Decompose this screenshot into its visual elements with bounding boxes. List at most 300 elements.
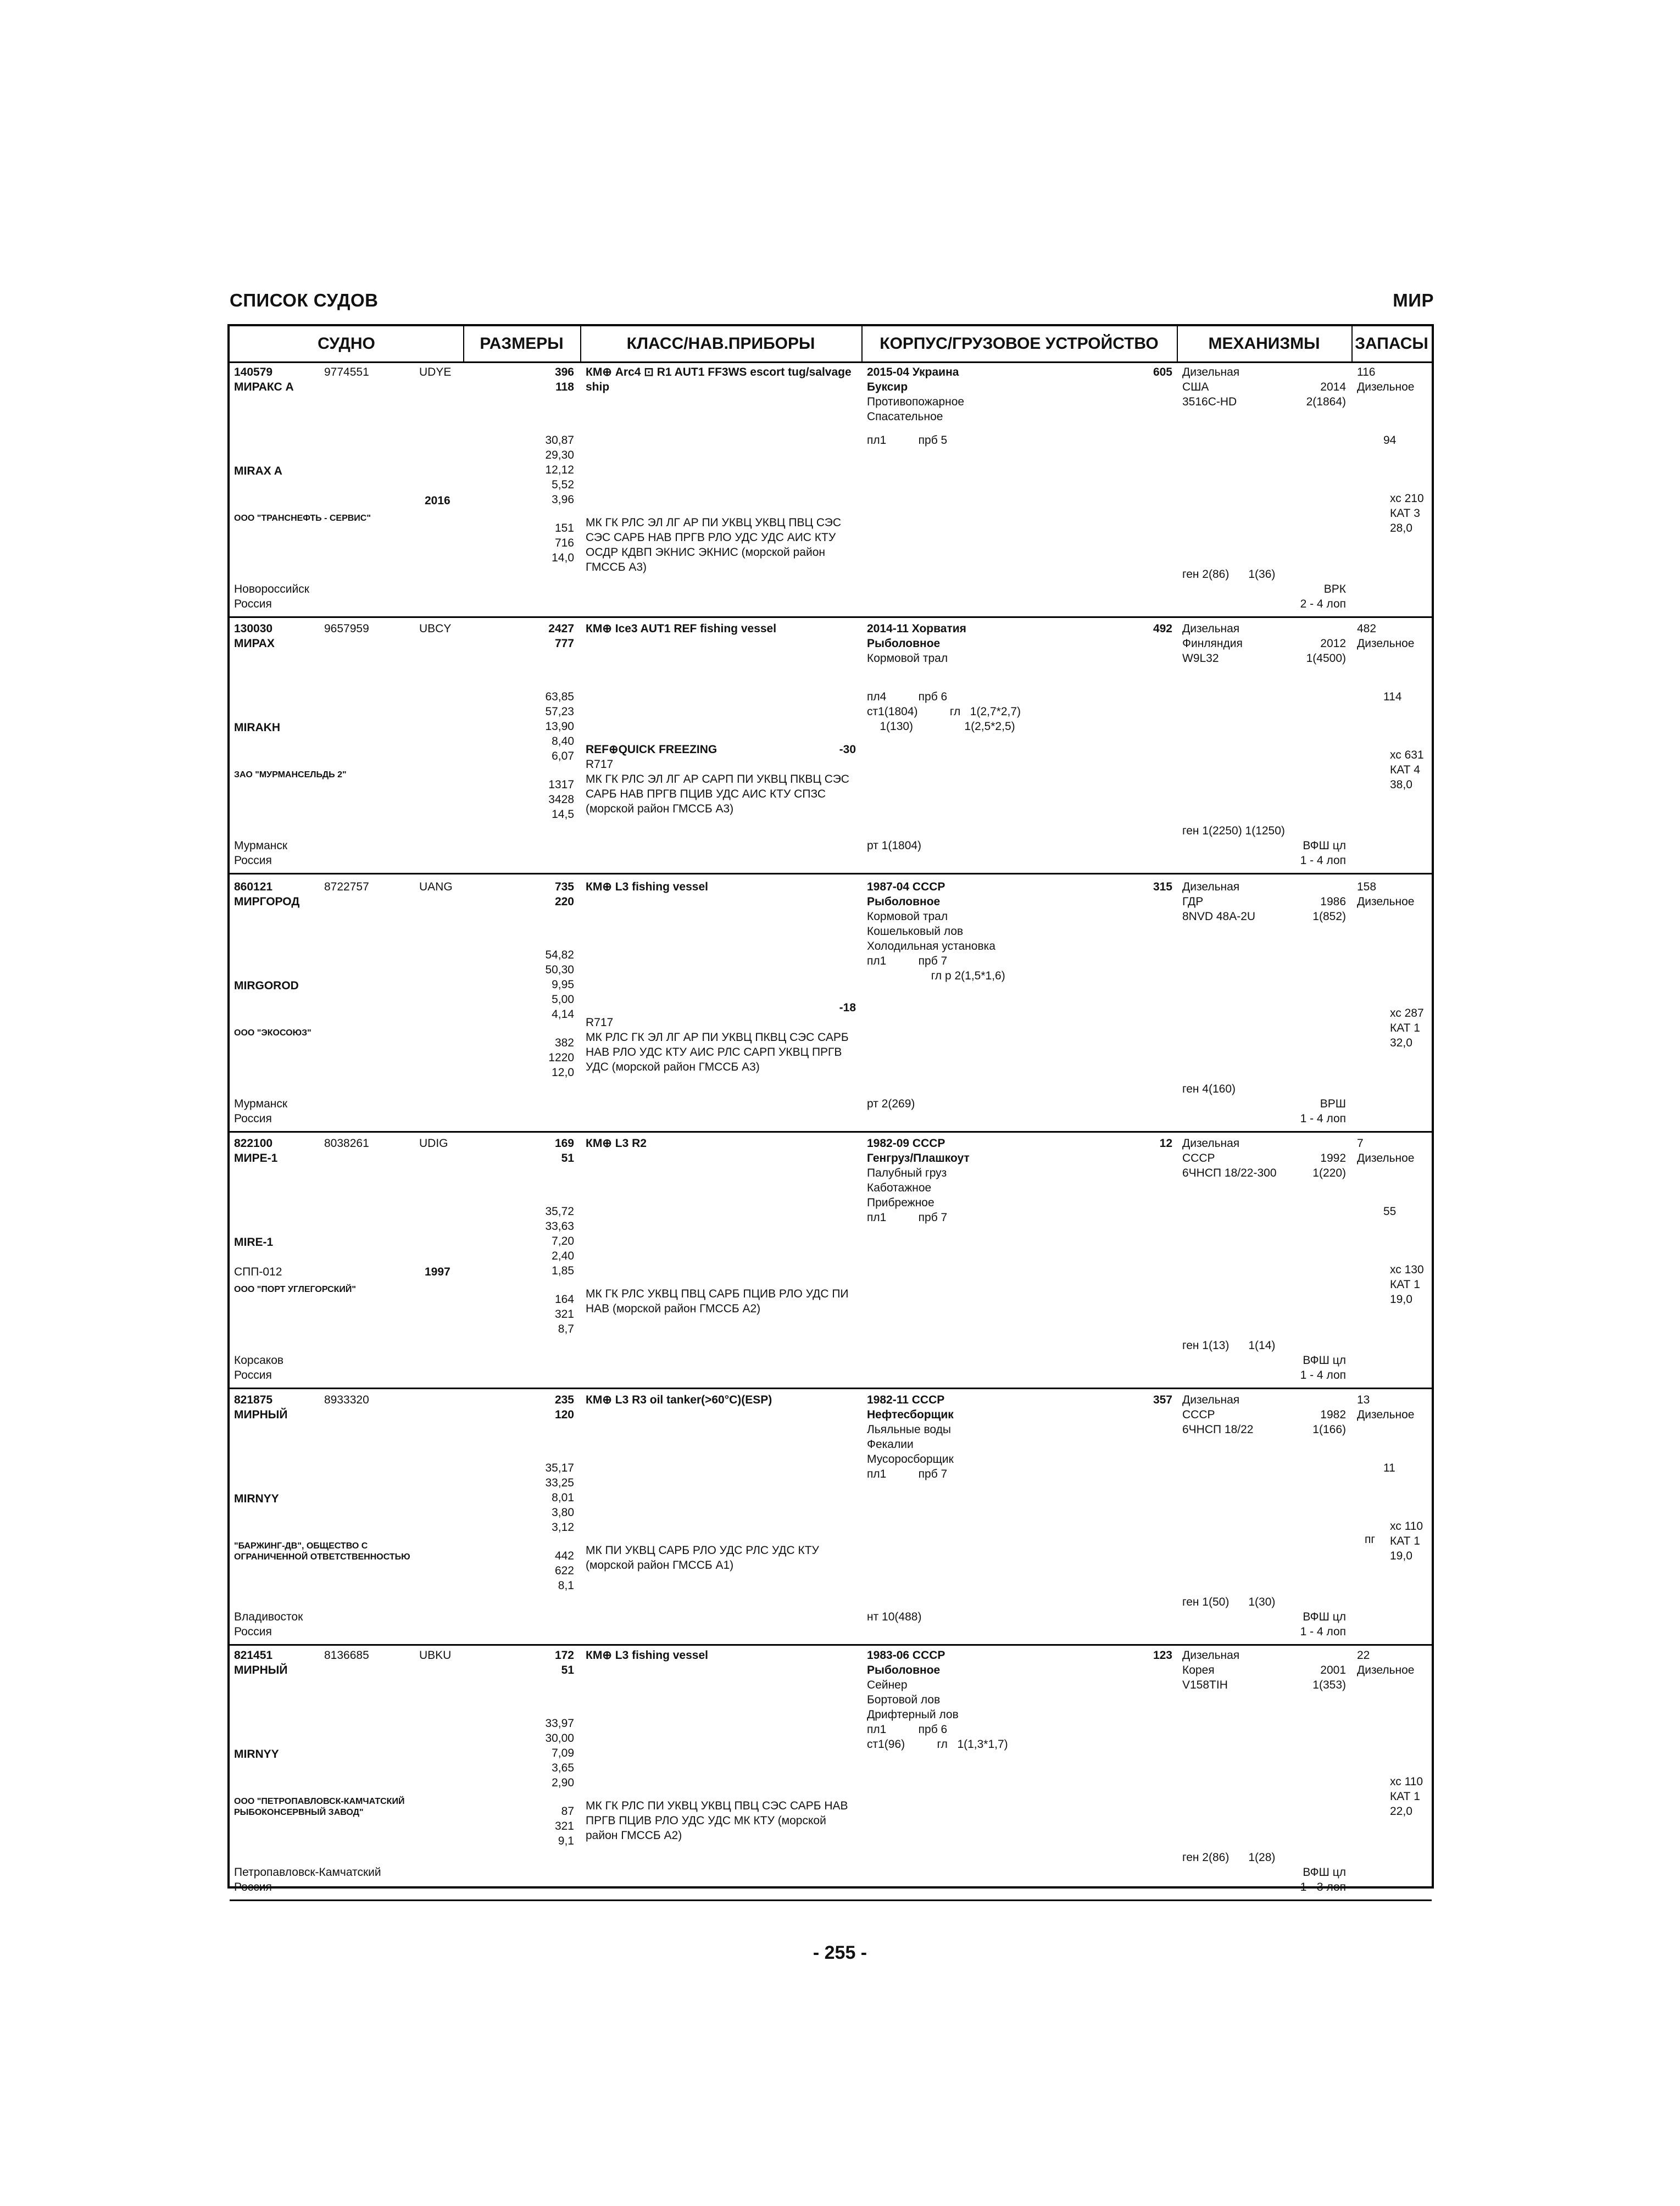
reg-number: 130030 — [234, 622, 273, 635]
dimension-value: 8,40 — [552, 735, 574, 748]
deck-info — [867, 433, 947, 448]
deck-line: пл1 прб 7 — [867, 1468, 948, 1480]
speed: 32,0 — [1390, 1037, 1412, 1049]
nav-equipment: МК ГК РЛС ПИ УКВЦ УКВЦ ПВЦ СЭС САРБ НАВ ПРГВ ПЦИВ РЛО УДС УДС МК КТУ (морской район ГМССБ А2) — [586, 1800, 848, 1842]
ship-name: МИРАКС А — [234, 381, 294, 393]
hull-gross: 492 — [1153, 622, 1172, 635]
call-sign: UBKU — [419, 1649, 452, 1662]
engine-country: СССР — [1182, 1408, 1215, 1421]
category: КАТ 1 — [1390, 1790, 1420, 1803]
hull-line: Мусоросборщик — [867, 1453, 954, 1466]
engine-power: 1(353) — [1312, 1679, 1346, 1691]
dimensions-list — [471, 1716, 574, 1790]
dimension-value: 57,23 — [545, 705, 574, 718]
capacity-value: 9,1 — [558, 1835, 574, 1847]
call-sign: UBCY — [419, 622, 452, 635]
gross-tonnage: 2427 — [548, 622, 574, 635]
dimension-value: 35,17 — [545, 1462, 574, 1474]
nav-equipment: МК ГК РЛС УКВЦ ПВЦ САРБ ПЦИВ РЛО УДС ПИ НАВ (морской район ГМССБ А2) — [586, 1288, 849, 1315]
ship-name-latin: MIRE-1 — [234, 1236, 274, 1249]
hull-line: Льяльные воды — [867, 1423, 951, 1436]
generators: ген 1(50) 1(30) — [1182, 1596, 1276, 1608]
fuel-type: Дизельное — [1357, 637, 1415, 650]
dimension-value: 33,97 — [545, 1717, 574, 1730]
table-row — [230, 1389, 1432, 1646]
build-year: 2016 — [425, 494, 450, 507]
engine-country: США — [1182, 381, 1209, 393]
propeller: ВФШ цл — [1303, 1354, 1346, 1367]
propeller: ВФШ цл — [1303, 1611, 1346, 1623]
hold-volume: нт 10(488) — [867, 1611, 922, 1623]
category: КАТ 1 — [1390, 1278, 1420, 1291]
hull-line: Рыболовное — [867, 637, 941, 650]
dimension-value: 3,80 — [552, 1506, 574, 1519]
engine-power: 1(166) — [1312, 1423, 1346, 1436]
engine-type: Дизельная — [1182, 366, 1240, 378]
capacity-value: 1317 — [548, 778, 574, 791]
net-tonnage: 51 — [561, 1152, 574, 1165]
dimension-value: 5,00 — [552, 993, 574, 1006]
engine-power: 1(220) — [1312, 1167, 1346, 1179]
imo-number: 8722757 — [324, 881, 369, 893]
col-hull: КОРПУС/ГРУЗОВОЕ УСТРОЙСТВО — [880, 335, 1159, 353]
fuel-type: Дизельное — [1357, 1664, 1415, 1676]
dimension-value: 33,63 — [545, 1220, 574, 1233]
dimension-value: 3,96 — [552, 493, 574, 506]
gross-tonnage: 735 — [554, 881, 574, 893]
hull-gross: 605 — [1153, 366, 1172, 378]
dimension-value: 8,01 — [552, 1491, 574, 1504]
capacity-value: 622 — [554, 1564, 574, 1577]
reg-number: 822100 — [234, 1137, 273, 1150]
cargo-class: хс 130 — [1390, 1263, 1424, 1276]
ship-name: МИРНЫЙ — [234, 1408, 288, 1421]
country: Россия — [234, 854, 272, 867]
hull-line: Дрифтерный лов — [867, 1708, 959, 1721]
page-title: СПИСОК СУДОВ — [230, 290, 379, 310]
speed: 19,0 — [1390, 1293, 1412, 1306]
country: Россия — [234, 1112, 272, 1125]
engine-model: 8NVD 48A-2U — [1182, 910, 1256, 923]
class-notation: КМ⊕ L3 R2 — [586, 1137, 647, 1150]
engine-country: ГДР — [1182, 895, 1204, 908]
fuel-type: Дизельное — [1357, 895, 1415, 908]
hull-info — [867, 1392, 954, 1467]
nav-equipment: МК ПИ УКВЦ САРБ РЛО УДС РЛС УДС КТУ (морской район ГМССБ А1) — [586, 1544, 819, 1572]
imo-number: 8933320 — [324, 1394, 369, 1406]
hull-line: Кошельковый лов — [867, 925, 964, 938]
refrigeration: REF⊕QUICK FREEZING — [586, 743, 717, 756]
engine-power: 1(4500) — [1306, 652, 1346, 665]
water-stores: 11 — [1383, 1462, 1395, 1474]
generators: ген 2(86) 1(28) — [1182, 1851, 1276, 1864]
nav-equipment: МК РЛС ГК ЭЛ ЛГ АР ПИ УКВЦ ПКВЦ СЭС САРБ НАВ РЛО УДС КТУ АИС РЛС САРП УКВЦ ПРГВ УДС (морской район ГМССБ А3) — [586, 1031, 849, 1073]
engine-year: 1986 — [1320, 895, 1346, 908]
speed: 22,0 — [1390, 1805, 1412, 1818]
deck-line: ст1(1804) гл 1(2,7*2,7) — [867, 705, 1021, 718]
cargo-class: хс 287 — [1390, 1007, 1424, 1020]
reg-number: 140579 — [234, 366, 273, 378]
propeller-blades: 1 - 4 лоп — [1300, 1112, 1346, 1125]
col-dimensions: РАЗМЕРЫ — [480, 335, 564, 353]
capacity-value: 164 — [554, 1293, 574, 1306]
country: Россия — [234, 1625, 272, 1638]
water-stores: 55 — [1383, 1205, 1397, 1218]
dimensions-list — [471, 689, 574, 764]
fuel-amount: 13 — [1357, 1394, 1370, 1406]
net-tonnage: 220 — [554, 895, 574, 908]
home-port: Новороссийск — [234, 583, 309, 595]
ship-name: МИРГОРОД — [234, 895, 300, 908]
deck-line: пл1 прб 5 — [867, 434, 948, 447]
ship-name-latin: MIRGOROD — [234, 979, 299, 992]
shipyard: СПП-012 — [234, 1266, 282, 1278]
cargo-class: хс 110 — [1390, 1775, 1423, 1788]
deck-line: 1(130) 1(2,5*2,5) — [867, 720, 1015, 733]
hull-line: 1983-06 СССР — [867, 1649, 945, 1662]
hold-volume: рт 1(1804) — [867, 839, 922, 852]
refrigerant: R717 — [586, 758, 614, 771]
refrigerant: R717 — [586, 1016, 614, 1029]
deadweight-list — [471, 1548, 574, 1593]
dimension-value: 30,00 — [545, 1732, 574, 1745]
col-machinery: МЕХАНИЗМЫ — [1208, 335, 1320, 353]
dimension-value: 7,20 — [552, 1235, 574, 1247]
propeller: ВФШ цл — [1303, 839, 1346, 852]
fuel-amount: 482 — [1357, 622, 1377, 635]
deck-line: пл1 прб 7 — [867, 955, 948, 967]
dimension-value: 5,52 — [552, 478, 574, 491]
col-stores: ЗАПАСЫ — [1355, 335, 1428, 353]
hold-volume: рт 2(269) — [867, 1098, 915, 1110]
ship-name: МИРЕ-1 — [234, 1152, 278, 1165]
country: Россия — [234, 598, 272, 610]
engine-model: V158TIH — [1182, 1679, 1228, 1691]
dimension-value: 54,82 — [545, 949, 574, 961]
hull-info — [867, 1648, 959, 1722]
capacity-value: 14,5 — [552, 808, 574, 821]
dimension-value: 12,12 — [545, 464, 574, 476]
dimension-value: 33,25 — [545, 1477, 574, 1489]
fuel-type: Дизельное — [1357, 1152, 1415, 1165]
reg-number: 821451 — [234, 1649, 273, 1662]
ship-name-latin: MIRAKH — [234, 721, 280, 734]
dimension-value: 3,65 — [552, 1762, 574, 1774]
speed: 38,0 — [1390, 778, 1412, 791]
dimension-value: 30,87 — [545, 434, 574, 447]
category: КАТ 1 — [1390, 1535, 1420, 1547]
imo-number: 8136685 — [324, 1649, 369, 1662]
table-row — [230, 361, 1432, 618]
owner: ООО "ЭКОСОЮЗ" — [234, 1028, 311, 1038]
engine-type: Дизельная — [1182, 622, 1240, 635]
column-divider — [580, 361, 581, 1886]
deadweight-list — [471, 1292, 574, 1336]
deck-info — [867, 689, 1021, 734]
home-port: Владивосток — [234, 1611, 303, 1623]
engine-year: 2012 — [1320, 637, 1346, 650]
deck-line: ст1(96) гл 1(1,3*1,7) — [867, 1738, 1008, 1751]
hull-line: Кормовой трал — [867, 652, 948, 665]
class-notation: КМ⊕ L3 fishing vessel — [586, 881, 708, 893]
capacity-value: 8,1 — [558, 1579, 574, 1592]
engine-power: 1(852) — [1312, 910, 1346, 923]
hull-gross: 315 — [1153, 881, 1172, 893]
imo-number: 9657959 — [324, 622, 369, 635]
propeller: ВФШ цл — [1303, 1866, 1346, 1879]
hull-info — [867, 1136, 970, 1210]
hull-line: Фекалии — [867, 1438, 914, 1451]
hull-line: Рыболовное — [867, 1664, 941, 1676]
imo-number: 9774551 — [324, 366, 369, 378]
engine-type: Дизельная — [1182, 1394, 1240, 1406]
dimension-value: 1,85 — [552, 1264, 574, 1277]
engine-type: Дизельная — [1182, 881, 1240, 893]
deck-info — [867, 1210, 947, 1225]
gross-tonnage: 169 — [554, 1137, 574, 1150]
country: Россия — [234, 1881, 272, 1893]
hull-line: Спасательное — [867, 410, 943, 423]
hull-line: Буксир — [867, 381, 908, 393]
hull-line: 2015-04 Украина — [867, 366, 959, 378]
capacity-value: 321 — [554, 1308, 574, 1321]
hull-line: Палубный груз — [867, 1167, 947, 1179]
reg-number: 860121 — [234, 881, 273, 893]
net-tonnage: 118 — [555, 381, 574, 393]
table-row — [230, 1133, 1432, 1389]
capacity-value: 14,0 — [552, 552, 574, 564]
propeller-blades: 1 - 4 лоп — [1300, 1625, 1346, 1638]
dimension-value: 3,12 — [552, 1521, 574, 1534]
water-stores: 114 — [1383, 690, 1402, 703]
dimension-value: 2,40 — [552, 1250, 574, 1262]
fuel-amount: 7 — [1357, 1137, 1364, 1150]
propeller-blades: 1 - 3 лоп — [1300, 1881, 1346, 1893]
deadweight-list — [471, 1804, 574, 1848]
dimension-value: 2,90 — [552, 1776, 574, 1789]
engine-type: Дизельная — [1182, 1649, 1240, 1662]
reg-number: 821875 — [234, 1394, 273, 1406]
capacity-value: 8,7 — [558, 1323, 574, 1335]
hull-line: 2014-11 Хорватия — [867, 622, 966, 635]
owner: ООО "ПЕТРОПАВЛОВСК-КАМЧАТСКИЙ РЫБОКОНСЕРВНЫЙ ЗАВОД" — [234, 1797, 405, 1817]
column-divider — [861, 361, 863, 1886]
owner: ООО "ТРАНСНЕФТЬ - СЕРВИС" — [234, 514, 371, 523]
engine-country: СССР — [1182, 1152, 1215, 1165]
cargo-class: хс 210 — [1390, 492, 1424, 505]
engine-power: 2(1864) — [1306, 395, 1346, 408]
capacity-value: 442 — [554, 1550, 574, 1562]
engine-model: 3516C-HD — [1182, 395, 1237, 408]
home-port: Корсаков — [234, 1354, 284, 1367]
gross-tonnage: 172 — [554, 1649, 574, 1662]
capacity-value: 12,0 — [552, 1066, 574, 1079]
deck-info — [867, 1467, 947, 1481]
hull-line: Противопожарное — [867, 395, 965, 408]
fuel-amount: 158 — [1357, 881, 1377, 893]
dimensions-list — [471, 433, 574, 507]
deadweight-list — [471, 1035, 574, 1080]
column-divider — [1351, 361, 1353, 1886]
water-stores: 94 — [1383, 434, 1397, 447]
generators: ген 1(13) 1(14) — [1182, 1339, 1276, 1352]
build-year: 1997 — [425, 1266, 450, 1278]
hull-info — [867, 365, 964, 424]
propeller-blades: 1 - 4 лоп — [1300, 854, 1346, 867]
capacity-value: 321 — [554, 1820, 574, 1832]
dimensions-list — [471, 1204, 574, 1278]
hull-line: Прибрежное — [867, 1196, 934, 1209]
cargo-class: хс 110 — [1390, 1520, 1423, 1533]
table-header — [230, 326, 1432, 363]
category: КАТ 3 — [1390, 507, 1420, 520]
ship-name-latin: MIRNYY — [234, 1492, 279, 1505]
country: Россия — [234, 1369, 272, 1381]
category: КАТ 4 — [1390, 764, 1420, 776]
ships-table — [227, 324, 1434, 1893]
page-section: МИР — [1393, 290, 1434, 310]
class-notation: КМ⊕ Arc4 ⊡ R1 AUT1 FF3WS escort tug/salvage ship — [586, 366, 852, 393]
dimension-value: 50,30 — [545, 963, 574, 976]
capacity-value: 151 — [554, 522, 574, 534]
cargo-class: хс 631 — [1390, 749, 1424, 761]
engine-model: 6ЧНСП 18/22 — [1182, 1423, 1254, 1436]
call-sign: UANG — [419, 881, 453, 893]
hull-line: Сейнер — [867, 1679, 908, 1691]
class-notation: КМ⊕ Ice3 AUT1 REF fishing vessel — [586, 622, 777, 635]
capacity-value: 3428 — [548, 793, 574, 806]
deck-info — [867, 954, 1005, 983]
table-row — [230, 876, 1432, 1133]
fuel-amount: 22 — [1357, 1649, 1370, 1662]
propeller-blades: 1 - 4 лоп — [1300, 1369, 1346, 1381]
refrigeration-temp: -18 — [839, 1001, 856, 1014]
deck-line: пл4 прб 6 — [867, 690, 948, 703]
dimension-value: 63,85 — [545, 690, 574, 703]
class-notation: КМ⊕ L3 fishing vessel — [586, 1649, 708, 1662]
dimension-value: 29,30 — [545, 449, 574, 461]
hull-line: 1982-11 СССР — [867, 1394, 945, 1406]
ship-name-latin: MIRNYY — [234, 1748, 279, 1761]
engine-country: Финляндия — [1182, 637, 1243, 650]
hull-gross: 123 — [1153, 1649, 1172, 1662]
home-port: Мурманск — [234, 839, 288, 852]
refrigeration-temp: -30 — [839, 743, 856, 756]
gross-tonnage: 396 — [554, 366, 574, 378]
net-tonnage: 120 — [554, 1408, 574, 1421]
net-tonnage: 51 — [561, 1664, 574, 1676]
deck-line: пл1 прб 7 — [867, 1211, 948, 1224]
capacity-value: 382 — [554, 1037, 574, 1049]
nav-equipment: МК ГК РЛС ЭЛ ЛГ АР САРП ПИ УКВЦ ПКВЦ СЭС САРБ НАВ ПРГВ ПЦИВ УДС АИС КТУ СПЗС (морской район ГМССБ А3) — [586, 773, 849, 815]
hull-line: Генгруз/Плашкоут — [867, 1152, 970, 1165]
hull-info — [867, 621, 966, 666]
dimension-value: 4,14 — [552, 1008, 574, 1021]
call-sign: UDYE — [419, 366, 452, 378]
dimensions-list — [471, 948, 574, 1022]
category: КАТ 1 — [1390, 1022, 1420, 1034]
class-notation: КМ⊕ L3 R3 oil tanker(>60°C)(ESP) — [586, 1394, 772, 1406]
hull-line: Бортовой лов — [867, 1694, 941, 1706]
generators: ген 4(160) — [1182, 1083, 1236, 1095]
page-number: - 255 - — [813, 1942, 867, 1963]
capacity-value: 1220 — [548, 1051, 574, 1064]
col-class: КЛАСС/НАВ.ПРИБОРЫ — [626, 335, 815, 353]
engine-year: 1992 — [1320, 1152, 1346, 1165]
col-ship: СУДНО — [318, 335, 375, 353]
owner: "БАРЖИНГ-ДВ", ОБЩЕСТВО С ОГРАНИЧЕННОЙ ОТВЕТСТВЕННОСТЬЮ — [234, 1541, 410, 1562]
dimensions-list — [471, 1461, 574, 1535]
deck-info — [867, 1722, 1008, 1752]
imo-number: 8038261 — [324, 1137, 369, 1150]
propeller: ВРК — [1323, 583, 1346, 595]
table-row — [230, 1645, 1432, 1901]
dimension-value: 35,72 — [545, 1205, 574, 1218]
ship-name: МИРАХ — [234, 637, 275, 650]
home-port: Петропавловск-Камчатский — [234, 1866, 381, 1879]
column-divider — [463, 361, 464, 1886]
engine-model: W9L32 — [1182, 652, 1219, 665]
dimension-value: 7,09 — [552, 1747, 574, 1759]
hull-gross: 12 — [1159, 1137, 1172, 1150]
capacity-value: 716 — [554, 537, 574, 549]
engine-year: 1982 — [1320, 1408, 1346, 1421]
hull-line: 1987-04 СССР — [867, 881, 945, 893]
ship-name: МИРНЫЙ — [234, 1664, 288, 1676]
speed: 19,0 — [1390, 1550, 1412, 1562]
engine-type: Дизельная — [1182, 1137, 1240, 1150]
hull-line: Холодильная установка — [867, 940, 995, 952]
dimension-value: 9,95 — [552, 978, 574, 991]
gross-tonnage: 235 — [554, 1394, 574, 1406]
engine-country: Корея — [1182, 1664, 1215, 1676]
net-tonnage: 777 — [554, 637, 574, 650]
dimension-value: 6,07 — [552, 750, 574, 762]
nav-equipment: МК ГК РЛС ЭЛ ЛГ АР ПИ УКВЦ УКВЦ ПВЦ СЭС СЭС САРБ НАВ ПРГВ РЛО УДС УДС АИС КТУ ОСДР КДВП ЭКНИС ЭКНИС (морской район ГМССБ А3) — [586, 516, 842, 573]
engine-model: 6ЧНСП 18/22-300 — [1182, 1167, 1277, 1179]
propeller: ВРШ — [1320, 1098, 1346, 1110]
home-port: Мурманск — [234, 1098, 288, 1110]
extra-stores: пг — [1365, 1533, 1376, 1546]
hull-line: Кормовой трал — [867, 910, 948, 923]
hull-line: 1982-09 СССР — [867, 1137, 945, 1150]
hull-line: Рыболовное — [867, 895, 941, 908]
deadweight-list — [471, 777, 574, 822]
hull-line: Нефтесборщик — [867, 1408, 954, 1421]
column-divider — [1177, 361, 1178, 1886]
fuel-type: Дизельное — [1357, 1408, 1415, 1421]
capacity-value: 87 — [561, 1805, 574, 1818]
deck-line: гл р 2(1,5*1,6) — [867, 970, 1005, 982]
table-row — [230, 618, 1432, 874]
hull-line: Каботажное — [867, 1182, 932, 1194]
deadweight-list — [471, 521, 574, 565]
owner: ООО "ПОРТ УГЛЕГОРСКИЙ" — [234, 1285, 356, 1294]
engine-year: 2001 — [1320, 1664, 1346, 1676]
speed: 28,0 — [1390, 522, 1412, 534]
fuel-amount: 116 — [1357, 366, 1376, 378]
ship-name-latin: MIRAX A — [234, 465, 282, 477]
engine-year: 2014 — [1320, 381, 1346, 393]
hull-gross: 357 — [1153, 1394, 1172, 1406]
call-sign: UDIG — [419, 1137, 448, 1150]
propeller-blades: 2 - 4 лоп — [1300, 598, 1346, 610]
fuel-type: Дизельное — [1357, 381, 1415, 393]
dimension-value: 13,90 — [545, 720, 574, 733]
generators: ген 1(2250) 1(1250) — [1182, 825, 1285, 837]
generators: ген 2(86) 1(36) — [1182, 568, 1276, 581]
hull-info — [867, 879, 995, 954]
